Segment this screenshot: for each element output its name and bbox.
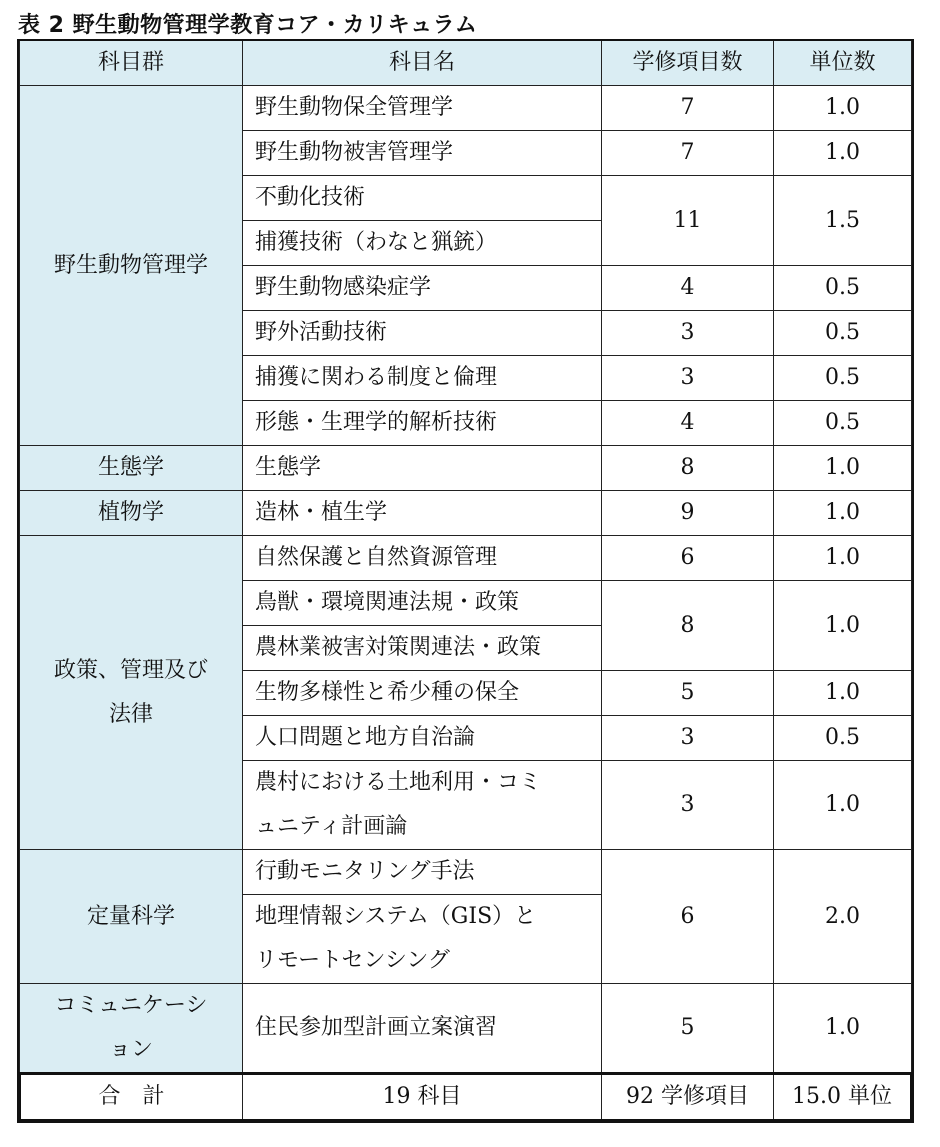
- items-cell: 11: [602, 176, 774, 266]
- cell-line: 定量科学: [86, 903, 175, 929]
- cell-line: コミュニケーシ: [54, 993, 208, 1018]
- cell-line: 農村における土地利用・コミ: [255, 770, 542, 795]
- cell-line: 住民参加型計画立案演習: [255, 1015, 498, 1040]
- credits-cell: 1.5: [774, 176, 912, 266]
- subject-cell: [243, 176, 602, 221]
- cell-line: 法律: [108, 701, 153, 727]
- cell-line: 人口問題と地方自治論: [255, 725, 476, 750]
- cell-line: 農林業被害対策関連法・政策: [255, 635, 542, 660]
- total-subjects: 19 科目: [243, 1074, 602, 1121]
- cell-line: 政策、管理及び: [53, 657, 208, 683]
- cell-line: 植物学: [97, 500, 164, 525]
- subject-cell: [243, 446, 602, 491]
- credits-cell: 1.0: [774, 446, 912, 491]
- header-subject: 科目名: [243, 41, 602, 86]
- items-cell: 5: [602, 984, 774, 1074]
- credits-cell: 1.0: [774, 86, 912, 131]
- table-row: [20, 850, 912, 895]
- credits-cell: 0.5: [774, 401, 912, 446]
- subject-cell: [243, 221, 602, 266]
- subject-cell: [243, 850, 602, 895]
- header-row: [20, 41, 912, 86]
- group-cell: [20, 850, 243, 984]
- items-cell: 5: [602, 671, 774, 716]
- table-title: 表 2 野生動物管理学教育コア・カリキュラム: [18, 13, 478, 38]
- credits-cell: 1.0: [774, 671, 912, 716]
- subject-cell: [243, 536, 602, 581]
- subject-cell: [243, 491, 602, 536]
- cell-line: リモートセンシング: [255, 948, 450, 973]
- subject-cell: [243, 716, 602, 761]
- items-cell: 6: [602, 536, 774, 581]
- group-cell: [20, 536, 243, 850]
- subject-cell: [243, 401, 602, 446]
- items-cell: 9: [602, 491, 774, 536]
- total-credits: 15.0 単位: [774, 1074, 912, 1121]
- table-row: [20, 984, 912, 1074]
- group-cell: [20, 491, 243, 536]
- cell-line: 鳥獣・環境関連法規・政策: [255, 590, 520, 615]
- cell-line: 野生動物管理学: [53, 252, 208, 278]
- subject-cell: [243, 86, 602, 131]
- header-group: 科目群: [20, 41, 243, 86]
- cell-line: 野外活動技術: [255, 320, 388, 345]
- items-cell: 4: [602, 266, 774, 311]
- items-cell: 4: [602, 401, 774, 446]
- cell-line: 捕獲技術（わなと猟銃）: [255, 230, 498, 255]
- cell-line: 野生動物保全管理学: [255, 95, 454, 120]
- curriculum-table: [18, 40, 913, 1122]
- cell-line: 行動モニタリング手法: [255, 859, 475, 884]
- cell-line: ョン: [108, 1037, 153, 1062]
- credits-cell: 0.5: [774, 716, 912, 761]
- cell-line: 生物多様性と希少種の保全: [255, 680, 520, 705]
- credits-cell: 0.5: [774, 356, 912, 401]
- cell-line: 形態・生理学的解析技術: [255, 410, 498, 435]
- credits-cell: 1.0: [774, 761, 912, 850]
- subject-cell: [243, 311, 602, 356]
- cell-line: 生態学: [97, 455, 164, 480]
- table-row: [20, 491, 912, 536]
- credits-cell: 1.0: [774, 536, 912, 581]
- cell-line: 不動化技術: [255, 185, 366, 210]
- subject-cell: [243, 131, 602, 176]
- subject-cell: [243, 895, 602, 984]
- group-cell: [20, 446, 243, 491]
- total-row: [20, 1074, 912, 1121]
- total-items: 92 学修項目: [602, 1074, 774, 1121]
- header-credits: 単位数: [774, 41, 912, 86]
- subject-cell: [243, 761, 602, 850]
- cell-line: 野生動物被害管理学: [255, 140, 454, 165]
- table-row: [20, 86, 912, 131]
- table-row: [20, 446, 912, 491]
- cell-line: 野生動物感染症学: [255, 275, 432, 300]
- table-row: [20, 536, 912, 581]
- items-cell: 8: [602, 446, 774, 491]
- items-cell: 3: [602, 761, 774, 850]
- total-label: 合 計: [20, 1074, 243, 1121]
- items-cell: 3: [602, 356, 774, 401]
- group-cell: [20, 984, 243, 1074]
- subject-cell: [243, 356, 602, 401]
- cell-line: 生態学: [255, 455, 322, 480]
- credits-cell: 1.0: [774, 491, 912, 536]
- items-cell: 7: [602, 131, 774, 176]
- cell-line: 捕獲に関わる制度と倫理: [255, 365, 498, 390]
- subject-cell: [243, 626, 602, 671]
- credits-cell: 1.0: [774, 984, 912, 1074]
- items-cell: 7: [602, 86, 774, 131]
- subject-cell: [243, 266, 602, 311]
- credits-cell: 0.5: [774, 311, 912, 356]
- header-items: 学修項目数: [602, 41, 774, 86]
- cell-line: 自然保護と自然資源管理: [255, 545, 498, 570]
- cell-line: ュニティ計画論: [255, 814, 408, 839]
- items-cell: 6: [602, 850, 774, 984]
- credits-cell: 2.0: [774, 850, 912, 984]
- credits-cell: 1.0: [774, 131, 912, 176]
- credits-cell: 0.5: [774, 266, 912, 311]
- group-cell: [20, 86, 243, 446]
- cell-line: 地理情報システム（GIS）と: [255, 904, 537, 929]
- subject-cell: [243, 671, 602, 716]
- credits-cell: 1.0: [774, 581, 912, 671]
- items-cell: 3: [602, 311, 774, 356]
- subject-cell: [243, 984, 602, 1074]
- cell-line: 造林・植生学: [255, 500, 388, 525]
- items-cell: 3: [602, 716, 774, 761]
- items-cell: 8: [602, 581, 774, 671]
- subject-cell: [243, 581, 602, 626]
